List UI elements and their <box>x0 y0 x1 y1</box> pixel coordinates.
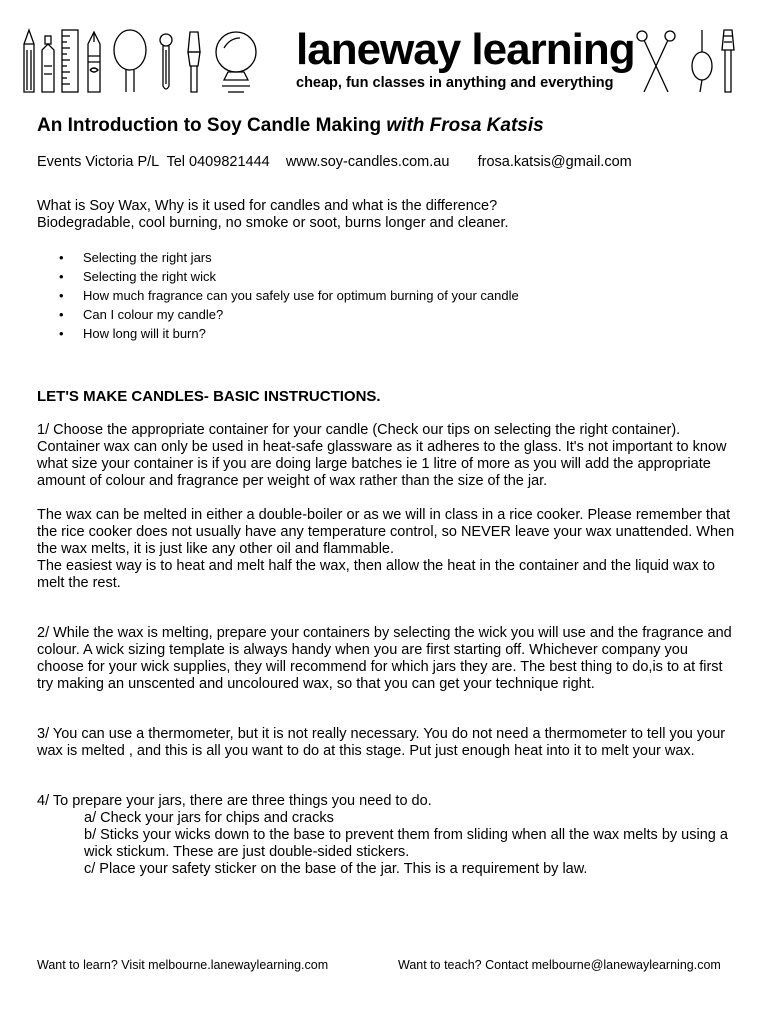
brand-name: laneway learning <box>296 25 635 74</box>
brand-block <box>296 25 635 92</box>
document-body <box>37 114 737 878</box>
topics-list <box>37 248 737 343</box>
step-4-b: b/ Sticks your wicks down to the base to prevent them from sliding when all the wax melts by using a wick stickum. These are just double-sided stickers. <box>84 827 728 860</box>
tools-illustration-right-icon <box>632 26 744 96</box>
step-3: 3/ You can use a thermometer, but it is not really necessary. You do not need a thermometer to tell you your wax is melted , and this is all you want to do at this stage. Put just enough heat into it to melt your wax. <box>37 726 726 759</box>
contact-line: Events Victoria P/L Tel 0409821444 www.soy-candles.com.au frosa.katsis@gmail.com <box>37 154 632 170</box>
list-item: • Can I colour my candle? <box>83 305 737 324</box>
section-heading: LET'S MAKE CANDLES- BASIC INSTRUCTIONS. <box>37 388 381 405</box>
step-4-c: c/ Place your safety sticker on the base of the jar. This is a requirement by law. <box>84 861 588 877</box>
intro-block <box>37 198 737 232</box>
step-1: 1/ Choose the appropriate container for your candle (Check our tips on selecting the right container). Container wax can only be used in heat-safe glassware as it adheres to the glass. It's not important to know what size your container is if you are doing large batches ie 1 litre of more as you will add the appropriate amount of colour and fragrance per weight of wax rather than the size of the jar. <box>37 422 727 489</box>
intro-question: What is Soy Wax, Why is it used for candles and what is the difference? <box>37 198 498 214</box>
title-author: with Frosa Katsis <box>386 115 544 136</box>
list-item: • Selecting the right wick <box>83 267 737 286</box>
step-4-a: a/ Check your jars for chips and cracks <box>84 810 334 826</box>
footer-teach-link[interactable]: Want to teach? Contact melbourne@lanewaylearning.com <box>398 958 721 972</box>
list-item: • How long will it burn? <box>83 324 737 343</box>
list-item: • How much fragrance can you safely use for optimum burning of your candle <box>83 286 737 305</box>
step-4: 4/ To prepare your jars, there are three things you need to do. <box>37 793 432 809</box>
list-item: • Selecting the right jars <box>83 248 737 267</box>
document-title <box>37 114 737 138</box>
title-main: An Introduction to Soy Candle Making <box>37 115 387 136</box>
tools-illustration-icon <box>18 26 288 96</box>
step-1-paragraph-3: The easiest way is to heat and melt half the wax, then allow the heat in the container and the liquid wax to melt the rest. <box>37 558 715 591</box>
brand-tagline: cheap, fun classes in anything and everything <box>296 75 614 91</box>
intro-answer: Biodegradable, cool burning, no smoke or soot, burns longer and cleaner. <box>37 215 509 231</box>
step-1-paragraph-2: The wax can be melted in either a double-boiler or as we will in class in a rice cooker. Please remember that the rice cooker does not usually have any temperature control, so NEVER leave your wax unattended. When the wax melts, it is just like any other oil and flammable. <box>37 507 735 557</box>
footer-learn-link[interactable]: Want to learn? Visit melbourne.lanewaylearning.com <box>37 958 329 972</box>
page-header <box>0 0 768 110</box>
step-2: 2/ While the wax is melting, prepare your containers by selecting the wick you will use and the fragrance and colour. A wick sizing template is always handy when you are first starting off. Whichever company you choose for your wick supplies, they will recommend for which jars they are. The best thing to do,is to at first try making an unscented and uncoloured wax, so that you can get your technique right. <box>37 625 732 692</box>
